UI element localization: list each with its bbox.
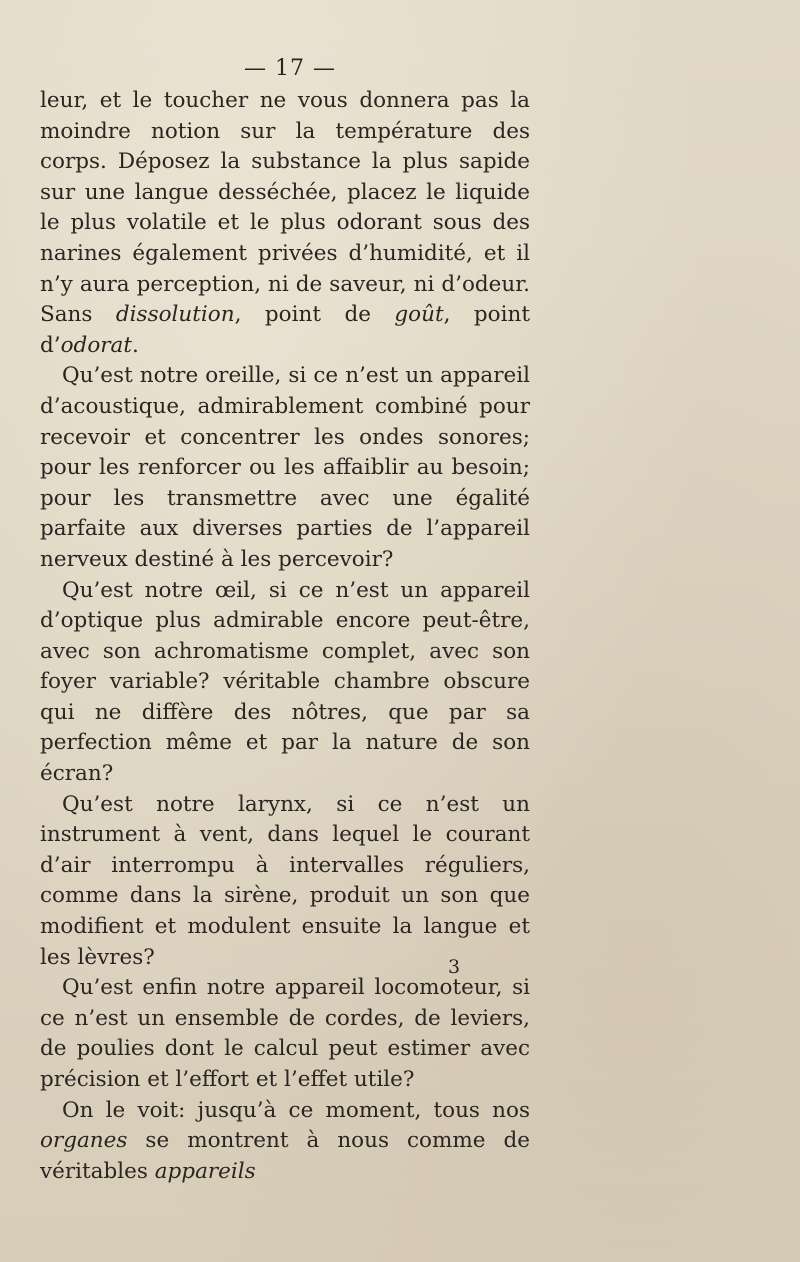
paragraph (40, 1096, 530, 1188)
text-run: Qu’est notre œil, si ce n’est un appareil d’optique plus admirable encore peut-être, avec son achromatisme complet, avec son foyer variable? véritable chambre obscure qui ne diffère des nôtres, que par sa perfection même et par la nature de son écran? (40, 577, 530, 787)
paragraph (40, 361, 530, 575)
body-text (40, 86, 530, 1187)
text-run: leur, et le toucher ne vous donnera pas la moindre notion sur la température des corps. Déposez la substance la plus sapide sur une langue desséchée, placez le liquide le plus volatile et le plus odorant sous des narines également privées d’humidité, et il n’y aura perception, ni de saveur, ni d’odeur. Sans (40, 88, 530, 328)
text-run: Qu’est notre oreille, si ce n’est un appareil d’acoustique, admirablement combiné pour recevoir et concentrer les ondes sonores; pour les renforcer ou les affaiblir au besoin; pour les transmettre avec une égalité parfaite aux diverses parties de l’appareil nerveux destiné à les percevoir? (40, 363, 530, 572)
text-run: . (132, 332, 139, 358)
text-run: On le voit: jusqu’à ce moment, tous nos (62, 1097, 530, 1123)
page-number-header: — 17 — (244, 56, 336, 81)
paragraph (40, 86, 530, 361)
italic-term: dissolution (115, 302, 235, 328)
paragraph (40, 576, 530, 790)
paragraph (40, 790, 530, 974)
text-run: Qu’est notre larynx, si ce n’est un instrument à vent, dans lequel le courant d’air interrompu à intervalles réguliers, comme dans la sirène, produit un son que modifient et modulent ensuite la langue et les lèvres? (40, 791, 530, 970)
text-run: se montrent à nous comme de véritables (40, 1128, 530, 1184)
text-run: , point de (234, 302, 395, 328)
italic-term: goût (394, 302, 444, 328)
italic-term: organes (40, 1128, 128, 1154)
italic-term: odorat (60, 332, 132, 358)
text-run: Qu’est enfin notre appareil locomoteur, si ce n’est un ensemble de cordes, de leviers, de poulies dont le calcul peut estimer avec précision et l’effort et l’effet utile? (40, 975, 530, 1092)
paragraph (40, 973, 530, 1095)
signature-mark: 3 (448, 956, 461, 978)
text-run: , point d’ (40, 302, 530, 358)
italic-term: appareils (154, 1158, 256, 1184)
